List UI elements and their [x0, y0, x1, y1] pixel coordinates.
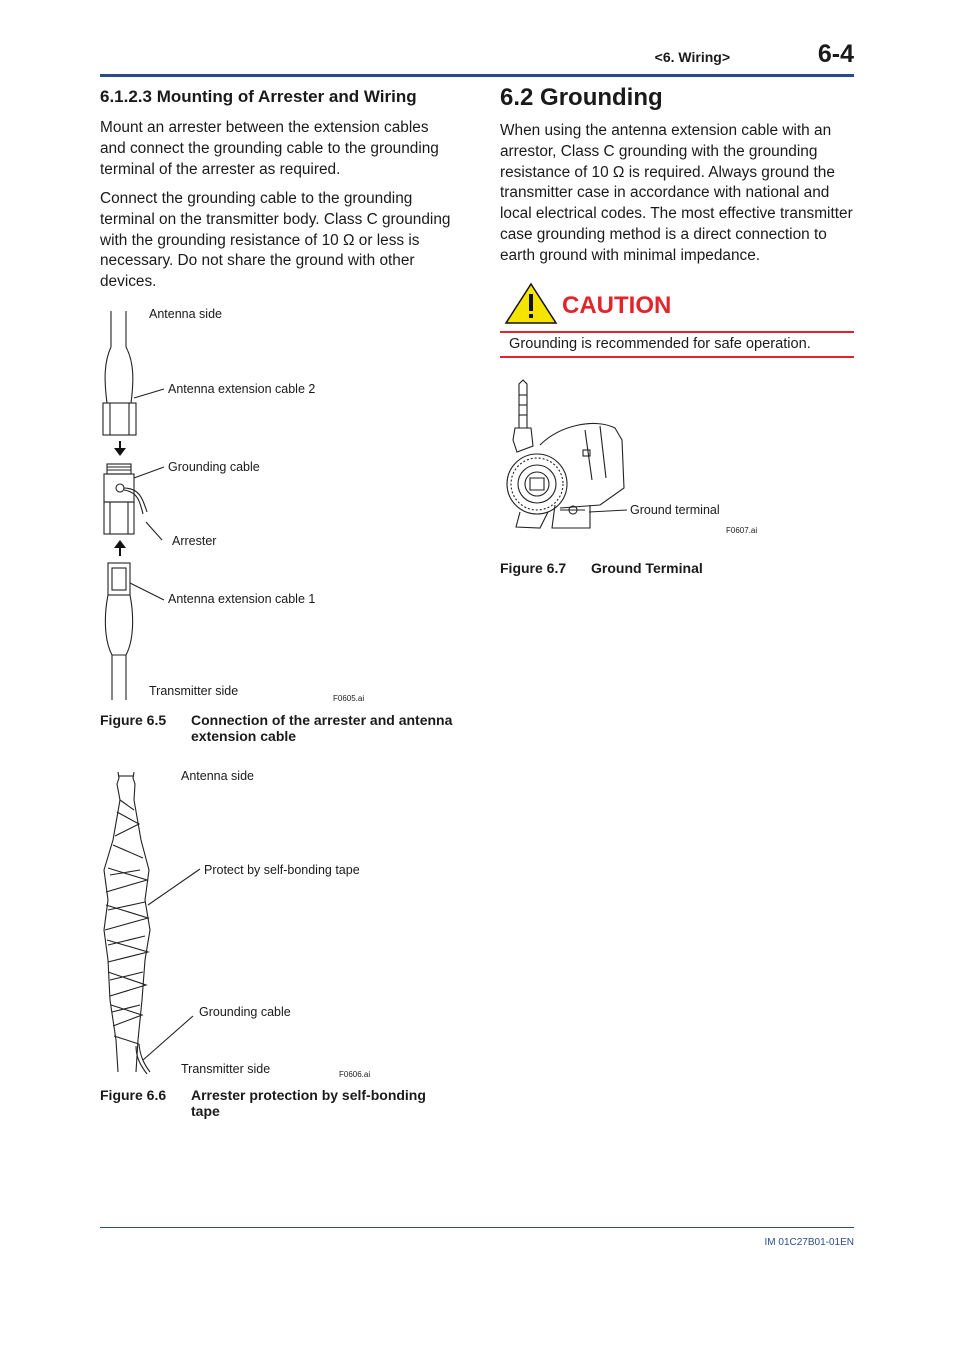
section-heading-6-2: 6.2 Grounding: [500, 84, 663, 111]
figure-file-id-6-7: F0607.ai: [726, 526, 758, 535]
figure-6-6-caption: Arrester protection by self-bonding tape: [191, 1087, 426, 1119]
figure-6-7-caption: Ground Terminal: [591, 560, 703, 576]
label-ground-terminal: Ground terminal: [630, 503, 720, 517]
paragraph-mount-arrester: Mount an arrester between the extension cables and connect the grounding cable to the grounding terminal of the arrester as required.: [100, 119, 439, 178]
label-arrester: Arrester: [172, 534, 217, 548]
figure-file-id: F0605.ai: [333, 694, 365, 703]
label-grounding-cable-6-6: Grounding cable: [199, 1005, 291, 1019]
caution-title: CAUTION: [562, 292, 672, 319]
figure-6-7-number: Figure 6.7: [500, 560, 567, 576]
label-transmitter-side: Transmitter side: [149, 684, 239, 698]
label-grounding-cable: Grounding cable: [168, 460, 260, 474]
section-heading-6-1-2-3: 6.1.2.3 Mounting of Arrester and Wiring: [100, 87, 417, 106]
figure-6-5-caption: Connection of the arrester and antenna extension cable: [191, 712, 453, 744]
label-protect-tape: Protect by self-bonding tape: [204, 863, 360, 877]
footer-rule: [100, 1227, 854, 1228]
label-antenna-side: Antenna side: [149, 307, 222, 321]
paragraph-connect-grounding: Connect the grounding cable to the grounding terminal on the transmitter body. Class C grounding with the grounding resistance of 10 Ω or less is necessary. Do not share the ground with other devices.: [100, 190, 451, 291]
caution-text: Grounding is recommended for safe operation.: [509, 336, 811, 352]
page-number: 6-4: [817, 40, 854, 68]
label-antenna-side-6-6: Antenna side: [181, 769, 254, 783]
label-extension-cable-1: Antenna extension cable 1: [168, 592, 316, 606]
paragraph-grounding: When using the antenna extension cable with an arrestor, Class C grounding with the grounding resistance of 10 Ω is required. Always ground the transmitter case in accordance with national and local electrical codes. The most effective transmitter case grounding method is a direct connection to earth ground with minimal impedance.: [500, 122, 853, 264]
figure-6-6-number: Figure 6.6: [100, 1087, 167, 1103]
label-transmitter-side-6-6: Transmitter side: [181, 1062, 271, 1076]
figure-file-id-6-6: F0606.ai: [339, 1070, 371, 1079]
figure-6-5-number: Figure 6.5: [100, 712, 167, 728]
label-extension-cable-2: Antenna extension cable 2: [168, 382, 316, 396]
header-section-title: <6. Wiring>: [654, 49, 730, 65]
document-id: IM 01C27B01-01EN: [764, 1237, 854, 1248]
